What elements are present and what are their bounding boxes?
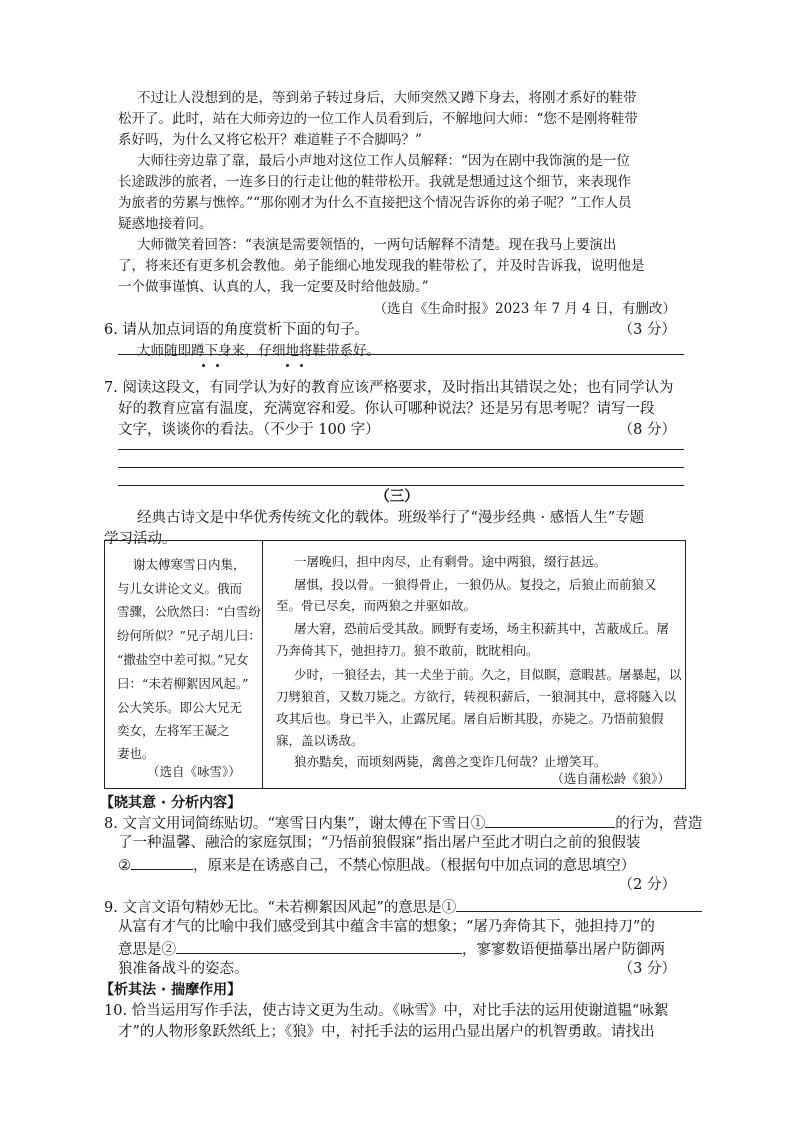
poem-left-line: 谢太傅寒雪日内集， bbox=[133, 557, 246, 572]
poem-left-line: 公大笑乐。即公大兄无 bbox=[117, 700, 243, 715]
q7-line: 7. 阅读这段文，有同学认为好的教育应该严格要求，及时指出其错误之处；也有同学认为 bbox=[104, 380, 674, 396]
box-divider bbox=[262, 540, 263, 789]
q10-line: 10. 恰当运用写作手法，使古诗文更为生动。《咏雪》中，对比手法的运用使谢道韫“咏絮 bbox=[104, 1003, 669, 1019]
poem-left-line: 与儿女讲论文义。俄而 bbox=[117, 581, 243, 596]
poem-left-source: （选自《咏雪》） bbox=[147, 764, 241, 779]
emphasis-dot bbox=[216, 364, 219, 367]
q7-answer-line[interactable] bbox=[118, 449, 684, 450]
q7-score: （8 分） bbox=[618, 422, 676, 438]
q9-text: 9. 文言文语句精妙无比。“未若柳絮因风起”的意思是① bbox=[104, 900, 457, 916]
poem-right-source: （选自蒲松龄《狼》） bbox=[551, 771, 670, 786]
passage-source: （选自《生命时报》2023 年 7 月 4 日，有删改） bbox=[373, 301, 676, 317]
poem-right-line: 少时，一狼径去，其一犬坐于前。久之，目似瞑，意暇甚。屠暴起，以 bbox=[294, 667, 682, 682]
section-title: （三） bbox=[375, 489, 419, 505]
q7-line: 好的教育应富有温度，充满宽容和爱。你认可哪种说法？还是另有思考呢？请写一段 bbox=[118, 401, 655, 417]
poem-right-line: 刀劈狼首，又数刀毙之。方欲行，转视积薪后，一狼洞其中，意将隧入以 bbox=[276, 689, 677, 704]
q8-text: ，原来是在诱惑自己，不禁心惊胆战。（根据句中加点词的意思填空） bbox=[193, 858, 636, 874]
poem-right-line: 一屠晚归，担中肉尽，止有剩骨。途中两狼，缀行甚远。 bbox=[294, 554, 607, 569]
passage-line: 一个做事谨慎、认真的人，我一定要及时给他鼓励。” bbox=[118, 279, 429, 295]
q7-answer-line[interactable] bbox=[118, 467, 684, 468]
passage-line: 大师往旁边靠了靠，最后小声地对这位工作人员解释：“因为在剧中我饰演的是一位 bbox=[137, 153, 630, 169]
q9-blank-1[interactable] bbox=[456, 897, 702, 912]
q6-score: （3 分） bbox=[618, 322, 676, 338]
q9-blank-2[interactable] bbox=[176, 939, 462, 954]
q6-prompt: 6. 请从加点词语的角度赏析下面的句子。 bbox=[104, 322, 369, 338]
q9-line bbox=[104, 897, 702, 917]
q9-score: （3 分） bbox=[618, 961, 676, 977]
poem-right-line: 屠大窘，恐前后受其敌。顾野有麦场，场主积薪其中，苫蔽成丘。屠 bbox=[294, 621, 670, 636]
section-intro: 经典古诗文是中华优秀传统文化的载体。班级举行了“漫步经典 · 感悟人生”专题 bbox=[137, 510, 645, 526]
q8-blank-1[interactable] bbox=[485, 813, 615, 828]
poem-left-line: 妻也。 bbox=[117, 746, 155, 761]
passage-line: 松开了。此时，站在大师旁边的一位工作人员看到后，不解地问大师：“您不是刚将鞋带 bbox=[118, 111, 638, 127]
emphasis-dot bbox=[202, 364, 205, 367]
emphasis-dot bbox=[300, 364, 303, 367]
section-heading: 【析其法 · 揣摩作用】 bbox=[100, 982, 242, 998]
q7-line: 文字，谈谈你的看法。（不少于 100 字） bbox=[118, 422, 380, 438]
passage-line: 了，将来还有更多机会教他。弟子能细心地发现我的鞋带松了，并及时告诉我，说明他是 bbox=[118, 258, 645, 274]
q9-text: 意思是② bbox=[118, 942, 176, 958]
section-intro: 学习活动。 bbox=[104, 531, 177, 547]
q8-line bbox=[118, 855, 635, 875]
q8-score: （2 分） bbox=[618, 877, 676, 893]
q8-blank-2[interactable] bbox=[131, 855, 193, 870]
poem-left-line: 雪骤，公欣然曰：“白雪纷 bbox=[117, 604, 261, 619]
q9-line: 狼准备战斗的姿态。 bbox=[118, 961, 249, 977]
q10-line: 才”的人物形象跃然纸上；《狼》中，衬托手法的运用凸显出屠户的机智勇敢。请找出 bbox=[118, 1024, 655, 1040]
q6-answer-line[interactable] bbox=[118, 354, 684, 355]
q9-line: 从富有才气的比喻中我们感受到其中蕴含丰富的想象；“屠乃奔倚其下，弛担持刀”的 bbox=[118, 919, 655, 935]
poem-left-line: 奕女，左将军王凝之 bbox=[117, 723, 230, 738]
poem-right-line: 寐，盖以诱敌。 bbox=[276, 733, 364, 748]
poem-left-line: “撒盐空中差可拟。”兄女 bbox=[117, 652, 249, 667]
q8-text: 8. 文言文用词简练贴切。“寒雪日内集”，谢太傅在下雪日① bbox=[104, 816, 486, 832]
q9-text: ，寥寥数语便描摹出屠户防御两 bbox=[462, 942, 665, 958]
q9-line bbox=[118, 939, 665, 959]
q7-answer-line[interactable] bbox=[118, 485, 684, 486]
q8-line: 了一种温馨、融洽的家庭氛围；“乃悟前狼假寐”指出屠户至此才明白之前的狼假装 bbox=[118, 835, 641, 851]
q6-sentence: 大师随即蹲下身来，仔细地将鞋带系好。 bbox=[137, 343, 380, 359]
poem-left-line: 纷何所似？”兄子胡儿曰： bbox=[117, 628, 261, 643]
poem-left-line: 曰：“未若柳絮因风起。” bbox=[117, 676, 249, 691]
passage-line: 为旅者的劳累与憔悴。”“那你刚才为什么不直接把这个情况告诉你的弟子呢？”工作人员 bbox=[118, 195, 632, 211]
poem-right-line: 攻其后也。身已半入，止露尻尾。屠自后断其股，亦毙之。乃悟前狼假 bbox=[276, 711, 664, 726]
poem-right-line: 至。骨已尽矣，而两狼之并驱如故。 bbox=[276, 598, 477, 613]
q8-line bbox=[104, 813, 702, 833]
q8-text: ② bbox=[118, 858, 131, 874]
passage-line: 大师微笑着回答：“表演是需要领悟的，一两句话解释不清楚。现在我马上要演出 bbox=[137, 237, 617, 253]
passage-line: 疑惑地接着问。 bbox=[118, 216, 213, 232]
emphasis-dot bbox=[286, 364, 289, 367]
passage-line: 系好吗，为什么又将它松开？难道鞋子不合脚吗？” bbox=[118, 132, 422, 148]
poem-right-line: 乃奔倚其下，弛担持刀。狼不敢前，眈眈相向。 bbox=[276, 643, 539, 658]
q8-text: 的行为，营造 bbox=[615, 816, 703, 832]
section-heading: 【晓其意 · 分析内容】 bbox=[100, 795, 242, 811]
passage-line: 长途跋涉的旅者，一连多日的行走让他的鞋带松开。我就是想通过这个细节，来表现作 bbox=[118, 174, 631, 190]
poem-right-line: 屠惧，投以骨。一狼得骨止，一狼仍从。复投之，后狼止而前狼又 bbox=[294, 577, 657, 592]
passage-line: 不过让人没想到的是，等到弟子转过身后，大师突然又蹲下身去，将刚才系好的鞋带 bbox=[137, 90, 637, 106]
poem-right-line: 狼亦黠矣，而顷刻两毙，禽兽之变诈几何哉？止增笑耳。 bbox=[294, 754, 607, 769]
